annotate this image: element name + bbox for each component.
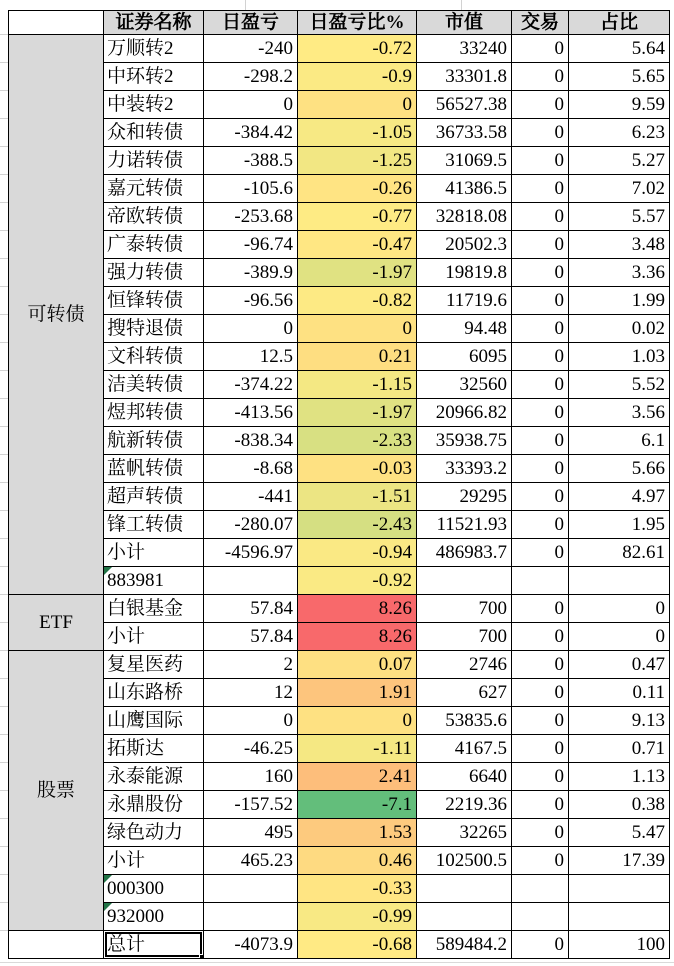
header-security-name[interactable]: 证券名称 xyxy=(104,11,204,35)
cell-trade[interactable]: 0 xyxy=(512,511,569,539)
table-row xyxy=(9,231,670,259)
cell-weight[interactable]: 0 xyxy=(569,595,670,623)
cell-daily-pnl-pct[interactable]: -0.03 xyxy=(298,455,417,483)
table-row xyxy=(9,651,670,679)
table-row xyxy=(9,483,670,511)
cell-daily-pnl[interactable]: -384.42 xyxy=(204,119,298,147)
cell-weight[interactable]: 5.64 xyxy=(569,35,670,63)
cell-market-value[interactable]: 35938.75 xyxy=(417,427,512,455)
cell-weight[interactable]: 5.27 xyxy=(569,147,670,175)
cell-daily-pnl-pct[interactable]: -1.05 xyxy=(298,119,417,147)
cell-security-name[interactable]: 白银基金 xyxy=(104,595,204,623)
cell-security-name[interactable]: 洁美转债 xyxy=(104,371,204,399)
cell-security-name[interactable]: 小计 xyxy=(104,847,204,875)
sheet-gridline-stub-top-1 xyxy=(245,0,246,10)
cell-daily-pnl-pct[interactable]: -1.11 xyxy=(298,735,417,763)
cell-daily-pnl[interactable]: 160 xyxy=(204,763,298,791)
cell-security-name[interactable]: 山东路桥 xyxy=(104,679,204,707)
cell-market-value[interactable]: 700 xyxy=(417,623,512,651)
cell-daily-pnl-pct[interactable]: -1.97 xyxy=(298,399,417,427)
table-row xyxy=(9,119,670,147)
cell-trade[interactable]: 0 xyxy=(512,287,569,315)
cell-daily-pnl[interactable]: 0 xyxy=(204,91,298,119)
cell-trade[interactable] xyxy=(512,875,569,903)
cell-trade[interactable]: 0 xyxy=(512,427,569,455)
cell-daily-pnl[interactable]: -96.74 xyxy=(204,231,298,259)
cell-trade[interactable]: 0 xyxy=(512,63,569,91)
cell-market-value[interactable]: 2746 xyxy=(417,651,512,679)
cell-daily-pnl-pct[interactable]: 2.41 xyxy=(298,763,417,791)
cell-security-name[interactable]: 强力转债 xyxy=(104,259,204,287)
cell-security-name[interactable]: 恒锋转债 xyxy=(104,287,204,315)
table-row xyxy=(9,847,670,875)
cell-security-name[interactable]: 小计 xyxy=(104,623,204,651)
cell-trade[interactable]: 0 xyxy=(512,343,569,371)
cell-daily-pnl[interactable]: 12.5 xyxy=(204,343,298,371)
cell-market-value[interactable]: 4167.5 xyxy=(417,735,512,763)
cell-security-name[interactable]: 文科转债 xyxy=(104,343,204,371)
cell-daily-pnl-pct[interactable]: 0.21 xyxy=(298,343,417,371)
cell-security-name[interactable]: 永泰能源 xyxy=(104,763,204,791)
cell-weight[interactable]: 6.23 xyxy=(569,119,670,147)
cell-weight[interactable]: 0.71 xyxy=(569,735,670,763)
cell-weight[interactable]: 3.48 xyxy=(569,231,670,259)
cell-market-value[interactable]: 486983.7 xyxy=(417,539,512,567)
cell-daily-pnl[interactable]: 0 xyxy=(204,707,298,735)
cell-security-name[interactable]: 嘉元转债 xyxy=(104,175,204,203)
cell-market-value[interactable]: 627 xyxy=(417,679,512,707)
cell-trade[interactable]: 0 xyxy=(512,819,569,847)
cell-daily-pnl[interactable] xyxy=(204,567,298,595)
cell-security-name[interactable]: 小计 xyxy=(104,539,204,567)
cell-market-value[interactable]: 33240 xyxy=(417,35,512,63)
cell-daily-pnl-pct[interactable]: -0.82 xyxy=(298,287,417,315)
cell-security-name[interactable]: 中环转2 xyxy=(104,63,204,91)
header-trade[interactable]: 交易 xyxy=(512,11,569,35)
cell-daily-pnl[interactable]: -46.25 xyxy=(204,735,298,763)
cell-market-value[interactable]: 6095 xyxy=(417,343,512,371)
table-row xyxy=(9,875,670,903)
cell-daily-pnl[interactable]: -413.56 xyxy=(204,399,298,427)
cell-security-name[interactable]: 搜特退债 xyxy=(104,315,204,343)
cell-daily-pnl-pct[interactable]: -0.94 xyxy=(298,539,417,567)
empty-group-cell[interactable] xyxy=(9,931,104,959)
table-row xyxy=(9,399,670,427)
portfolio-table xyxy=(8,10,670,959)
cell-trade[interactable] xyxy=(512,903,569,931)
cell-daily-pnl-pct[interactable]: -0.77 xyxy=(298,203,417,231)
cell-weight[interactable]: 1.03 xyxy=(569,343,670,371)
cell-security-name[interactable]: 000300 xyxy=(104,875,204,903)
table-row xyxy=(9,707,670,735)
cell-trade[interactable]: 0 xyxy=(512,91,569,119)
cell-daily-pnl-pct[interactable]: -0.68 xyxy=(298,931,417,959)
cell-daily-pnl-pct[interactable]: -0.99 xyxy=(298,903,417,931)
cell-daily-pnl-pct[interactable]: -0.47 xyxy=(298,231,417,259)
cell-security-name[interactable]: 力诺转债 xyxy=(104,147,204,175)
cell-trade[interactable]: 0 xyxy=(512,147,569,175)
cell-weight[interactable]: 1.13 xyxy=(569,763,670,791)
cell-trade[interactable]: 0 xyxy=(512,735,569,763)
cell-security-name[interactable]: 中装转2 xyxy=(104,91,204,119)
cell-market-value[interactable]: 94.48 xyxy=(417,315,512,343)
cell-daily-pnl-pct[interactable]: 0.46 xyxy=(298,847,417,875)
cell-daily-pnl[interactable]: -105.6 xyxy=(204,175,298,203)
header-weight[interactable]: 占比 xyxy=(569,11,670,35)
cell-trade[interactable]: 0 xyxy=(512,371,569,399)
header-daily-pnl[interactable]: 日盈亏 xyxy=(204,11,298,35)
cell-weight[interactable]: 5.65 xyxy=(569,63,670,91)
cell-security-name[interactable]: 超声转债 xyxy=(104,483,204,511)
cell-daily-pnl[interactable]: -441 xyxy=(204,483,298,511)
corner-cell[interactable] xyxy=(9,11,104,35)
sheet-gridline-bottom xyxy=(0,962,674,963)
table-row xyxy=(9,623,670,651)
group-label-cell[interactable]: ETF xyxy=(9,595,104,651)
cell-daily-pnl-pct[interactable]: -0.26 xyxy=(298,175,417,203)
cell-trade[interactable]: 0 xyxy=(512,931,569,959)
cell-trade[interactable]: 0 xyxy=(512,399,569,427)
cell-trade[interactable]: 0 xyxy=(512,539,569,567)
cell-daily-pnl-pct[interactable]: -2.33 xyxy=(298,427,417,455)
cell-trade[interactable] xyxy=(512,567,569,595)
cell-daily-pnl[interactable]: 57.84 xyxy=(204,623,298,651)
cell-daily-pnl[interactable]: 0 xyxy=(204,315,298,343)
cell-trade[interactable]: 0 xyxy=(512,259,569,287)
cell-daily-pnl[interactable]: -240 xyxy=(204,35,298,63)
cell-trade[interactable]: 0 xyxy=(512,623,569,651)
cell-daily-pnl[interactable]: -157.52 xyxy=(204,791,298,819)
cell-trade[interactable]: 0 xyxy=(512,595,569,623)
cell-daily-pnl[interactable] xyxy=(204,875,298,903)
cell-market-value[interactable] xyxy=(417,875,512,903)
cell-market-value[interactable]: 29295 xyxy=(417,483,512,511)
cell-weight[interactable]: 0.47 xyxy=(569,651,670,679)
cell-weight[interactable]: 4.97 xyxy=(569,483,670,511)
cell-daily-pnl-pct[interactable]: -7.1 xyxy=(298,791,417,819)
cell-weight[interactable]: 7.02 xyxy=(569,175,670,203)
header-daily-pnl-pct[interactable]: 日盈亏比% xyxy=(298,11,417,35)
cell-trade[interactable]: 0 xyxy=(512,203,569,231)
cell-market-value[interactable] xyxy=(417,903,512,931)
cell-daily-pnl-pct[interactable]: 0 xyxy=(298,707,417,735)
table-row xyxy=(9,931,670,959)
cell-weight[interactable]: 1.99 xyxy=(569,287,670,315)
cell-trade[interactable]: 0 xyxy=(512,455,569,483)
cell-trade[interactable]: 0 xyxy=(512,119,569,147)
cell-security-name[interactable]: 锋工转债 xyxy=(104,511,204,539)
cell-weight[interactable] xyxy=(569,903,670,931)
table-row xyxy=(9,539,670,567)
cell-trade[interactable]: 0 xyxy=(512,315,569,343)
cell-security-name[interactable]: 总计 xyxy=(104,931,204,959)
cell-market-value[interactable]: 11719.6 xyxy=(417,287,512,315)
cell-weight[interactable]: 3.56 xyxy=(569,399,670,427)
table-row xyxy=(9,903,670,931)
cell-trade[interactable]: 0 xyxy=(512,847,569,875)
cell-trade[interactable]: 0 xyxy=(512,679,569,707)
cell-daily-pnl-pct[interactable]: -2.43 xyxy=(298,511,417,539)
cell-daily-pnl[interactable] xyxy=(204,903,298,931)
cell-daily-pnl-pct[interactable]: -1.15 xyxy=(298,371,417,399)
cell-daily-pnl[interactable]: -280.07 xyxy=(204,511,298,539)
cell-trade[interactable]: 0 xyxy=(512,791,569,819)
cell-daily-pnl[interactable]: -389.9 xyxy=(204,259,298,287)
table-row xyxy=(9,679,670,707)
cell-market-value[interactable]: 36733.58 xyxy=(417,119,512,147)
cell-trade[interactable]: 0 xyxy=(512,35,569,63)
header-row xyxy=(9,11,670,35)
cell-weight[interactable]: 0 xyxy=(569,623,670,651)
cell-security-name[interactable]: 932000 xyxy=(104,903,204,931)
cell-security-name[interactable]: 拓斯达 xyxy=(104,735,204,763)
cell-daily-pnl[interactable]: -838.34 xyxy=(204,427,298,455)
cell-daily-pnl[interactable]: -4596.97 xyxy=(204,539,298,567)
sheet-gridline-stubs-left xyxy=(0,34,8,958)
group-label-cell[interactable]: 股票 xyxy=(9,651,104,931)
table-row xyxy=(9,91,670,119)
cell-daily-pnl[interactable]: -388.5 xyxy=(204,147,298,175)
table-row xyxy=(9,735,670,763)
table-row xyxy=(9,511,670,539)
cell-market-value[interactable]: 32265 xyxy=(417,819,512,847)
cell-security-name[interactable]: 万顺转2 xyxy=(104,35,204,63)
cell-market-value[interactable]: 32560 xyxy=(417,371,512,399)
cell-trade[interactable]: 0 xyxy=(512,651,569,679)
table-row xyxy=(9,763,670,791)
table-row xyxy=(9,63,670,91)
cell-weight[interactable]: 0.02 xyxy=(569,315,670,343)
cell-weight[interactable]: 5.52 xyxy=(569,371,670,399)
table-row xyxy=(9,371,670,399)
cell-market-value[interactable]: 53835.6 xyxy=(417,707,512,735)
cell-trade[interactable]: 0 xyxy=(512,175,569,203)
cell-weight[interactable]: 3.36 xyxy=(569,259,670,287)
cell-weight[interactable]: 17.39 xyxy=(569,847,670,875)
table-row xyxy=(9,567,670,595)
cell-daily-pnl[interactable]: -374.22 xyxy=(204,371,298,399)
cell-weight[interactable]: 9.59 xyxy=(569,91,670,119)
cell-daily-pnl-pct[interactable]: 0 xyxy=(298,91,417,119)
cell-daily-pnl[interactable]: -8.68 xyxy=(204,455,298,483)
cell-trade[interactable]: 0 xyxy=(512,231,569,259)
header-market-value[interactable]: 市值 xyxy=(417,11,512,35)
cell-market-value[interactable]: 41386.5 xyxy=(417,175,512,203)
cell-weight[interactable]: 0.38 xyxy=(569,791,670,819)
cell-daily-pnl-pct[interactable]: -1.51 xyxy=(298,483,417,511)
cell-daily-pnl-pct[interactable]: -0.9 xyxy=(298,63,417,91)
cell-market-value[interactable] xyxy=(417,567,512,595)
cell-daily-pnl[interactable]: -253.68 xyxy=(204,203,298,231)
cell-security-name[interactable]: 883981 xyxy=(104,567,204,595)
cell-daily-pnl-pct[interactable]: 8.26 xyxy=(298,623,417,651)
cell-daily-pnl[interactable]: 12 xyxy=(204,679,298,707)
cell-market-value[interactable]: 32818.08 xyxy=(417,203,512,231)
cell-daily-pnl[interactable]: 57.84 xyxy=(204,595,298,623)
cell-security-name[interactable]: 煜邦转债 xyxy=(104,399,204,427)
cell-security-name[interactable]: 永鼎股份 xyxy=(104,791,204,819)
cell-daily-pnl-pct[interactable]: -1.25 xyxy=(298,147,417,175)
cell-daily-pnl[interactable]: 495 xyxy=(204,819,298,847)
cell-market-value[interactable]: 31069.5 xyxy=(417,147,512,175)
cell-market-value[interactable]: 6640 xyxy=(417,763,512,791)
table-row xyxy=(9,595,670,623)
cell-weight[interactable]: 9.13 xyxy=(569,707,670,735)
cell-daily-pnl-pct[interactable]: -0.92 xyxy=(298,567,417,595)
table-row xyxy=(9,455,670,483)
cell-trade[interactable]: 0 xyxy=(512,707,569,735)
cell-daily-pnl-pct[interactable]: 1.53 xyxy=(298,819,417,847)
cell-market-value[interactable]: 102500.5 xyxy=(417,847,512,875)
table-row xyxy=(9,203,670,231)
cell-daily-pnl-pct[interactable]: -1.97 xyxy=(298,259,417,287)
cell-market-value[interactable]: 33301.8 xyxy=(417,63,512,91)
cell-weight[interactable]: 100 xyxy=(569,931,670,959)
cell-security-name[interactable]: 蓝帆转债 xyxy=(104,455,204,483)
cell-weight[interactable]: 1.95 xyxy=(569,511,670,539)
group-label-cell[interactable]: 可转债 xyxy=(9,35,104,595)
cell-market-value[interactable]: 20502.3 xyxy=(417,231,512,259)
table-row xyxy=(9,35,670,63)
cell-market-value[interactable]: 700 xyxy=(417,595,512,623)
table-row xyxy=(9,259,670,287)
cell-security-name[interactable]: 帝欧转债 xyxy=(104,203,204,231)
cell-daily-pnl[interactable]: -298.2 xyxy=(204,63,298,91)
cell-daily-pnl[interactable]: -4073.9 xyxy=(204,931,298,959)
cell-market-value[interactable]: 20966.82 xyxy=(417,399,512,427)
cell-daily-pnl[interactable]: 465.23 xyxy=(204,847,298,875)
cell-security-name[interactable]: 复星医药 xyxy=(104,651,204,679)
table-row xyxy=(9,819,670,847)
cell-market-value[interactable]: 589484.2 xyxy=(417,931,512,959)
cell-market-value[interactable]: 56527.38 xyxy=(417,91,512,119)
cell-weight[interactable] xyxy=(569,875,670,903)
table-row xyxy=(9,791,670,819)
cell-trade[interactable]: 0 xyxy=(512,763,569,791)
cell-market-value[interactable]: 2219.36 xyxy=(417,791,512,819)
cell-market-value[interactable]: 11521.93 xyxy=(417,511,512,539)
cell-security-name[interactable]: 众和转债 xyxy=(104,119,204,147)
sheet-gridline-stub-top-2 xyxy=(461,0,462,10)
cell-security-name[interactable]: 绿色动力 xyxy=(104,819,204,847)
cell-weight[interactable]: 5.57 xyxy=(569,203,670,231)
table-row xyxy=(9,287,670,315)
cell-daily-pnl-pct[interactable]: 0.07 xyxy=(298,651,417,679)
cell-daily-pnl-pct[interactable]: -0.72 xyxy=(298,35,417,63)
cell-daily-pnl[interactable]: 2 xyxy=(204,651,298,679)
cell-weight[interactable]: 5.66 xyxy=(569,455,670,483)
table-row xyxy=(9,315,670,343)
cell-weight[interactable]: 82.61 xyxy=(569,539,670,567)
cell-weight[interactable]: 5.47 xyxy=(569,819,670,847)
cell-daily-pnl-pct[interactable]: 8.26 xyxy=(298,595,417,623)
cell-trade[interactable]: 0 xyxy=(512,483,569,511)
table-row xyxy=(9,343,670,371)
table-row xyxy=(9,147,670,175)
cell-market-value[interactable]: 33393.2 xyxy=(417,455,512,483)
cell-daily-pnl-pct[interactable]: 0 xyxy=(298,315,417,343)
cell-weight[interactable] xyxy=(569,567,670,595)
table-row xyxy=(9,175,670,203)
table-row xyxy=(9,427,670,455)
cell-security-name[interactable]: 山鹰国际 xyxy=(104,707,204,735)
cell-security-name[interactable]: 广泰转债 xyxy=(104,231,204,259)
cell-daily-pnl[interactable]: -96.56 xyxy=(204,287,298,315)
cell-daily-pnl-pct[interactable]: 1.91 xyxy=(298,679,417,707)
cell-security-name[interactable]: 航新转债 xyxy=(104,427,204,455)
cell-daily-pnl-pct[interactable]: -0.33 xyxy=(298,875,417,903)
cell-market-value[interactable]: 19819.8 xyxy=(417,259,512,287)
cell-weight[interactable]: 6.1 xyxy=(569,427,670,455)
cell-weight[interactable]: 0.11 xyxy=(569,679,670,707)
